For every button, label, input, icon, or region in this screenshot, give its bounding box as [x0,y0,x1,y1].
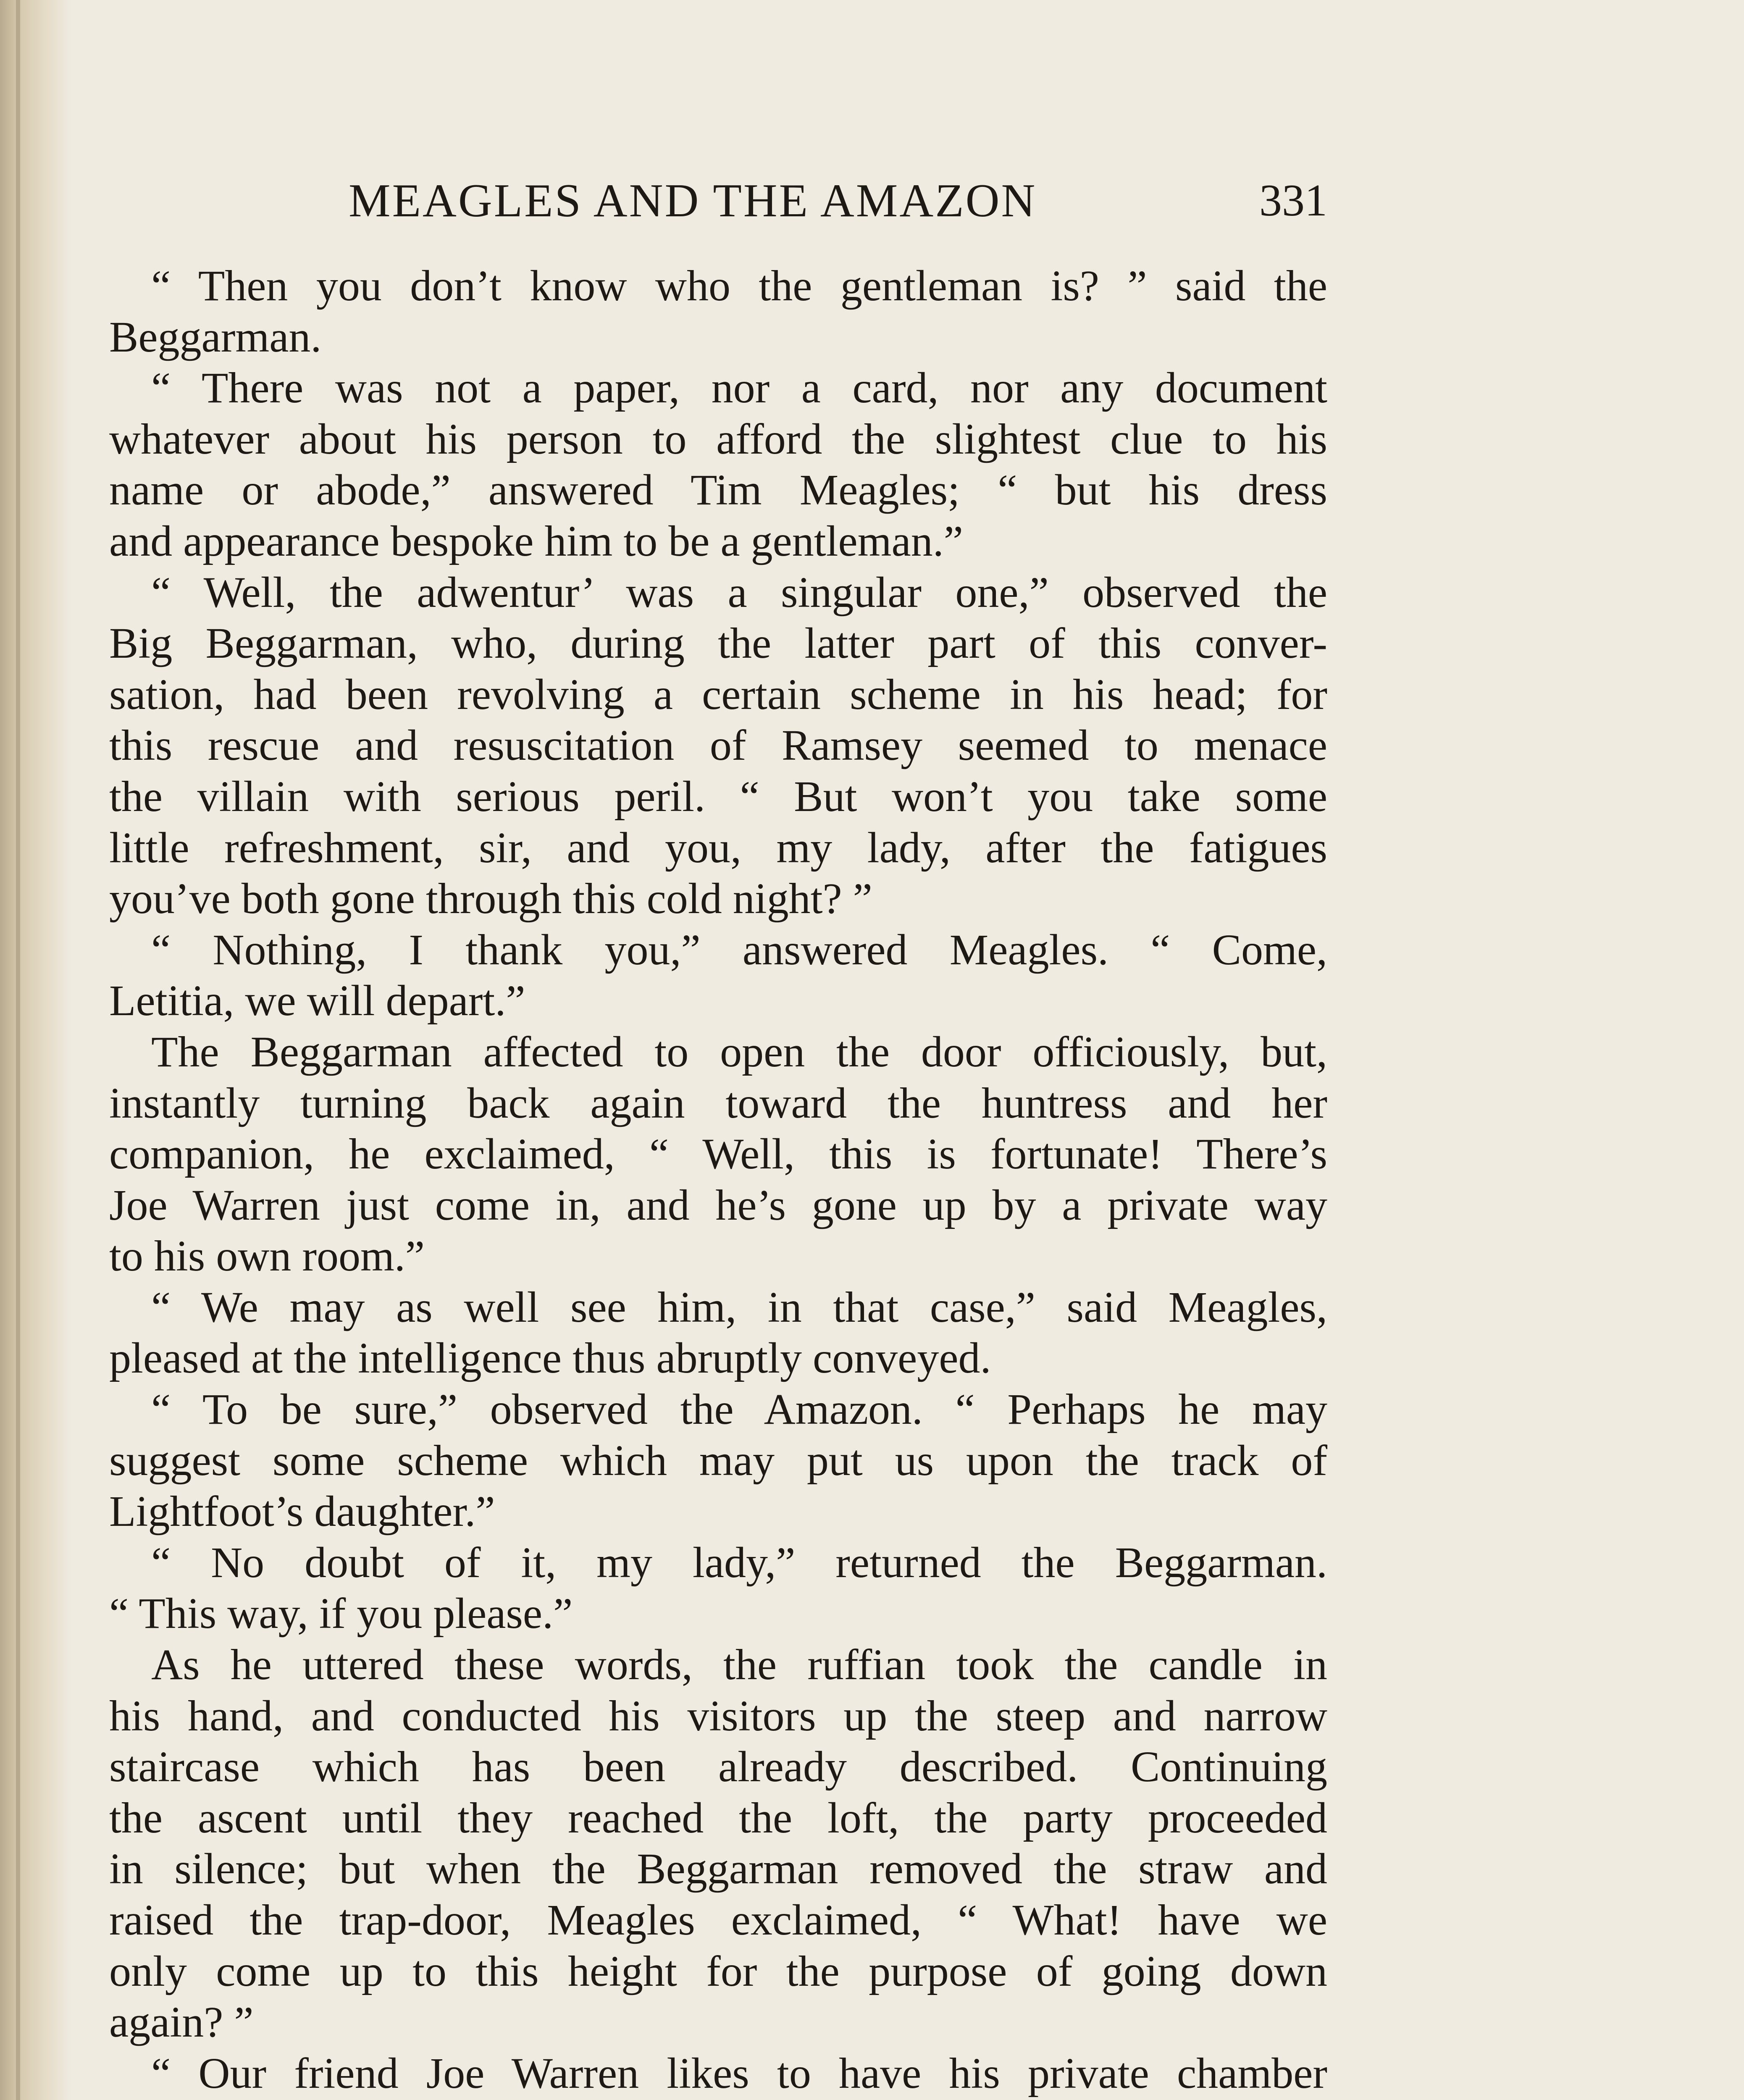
text-line: this rescue and resuscitation of Ramsey seemed to menace [109,721,1327,770]
page-number: 331 [1259,176,1327,226]
text-line: little refreshment, sir, and you, my lady, after the fatigues [109,823,1327,872]
text-line: As he uttered these words, the ruffian took the candle in [151,1641,1327,1689]
text-line: Beggarman. [109,312,322,361]
text-line: “ There was not a paper, nor a card, nor any document [151,364,1327,412]
text-line: pleased at the intelligence thus abruptly conveyed. [109,1334,991,1383]
binding-edge [16,0,20,2100]
text-line: raised the trap-door, Meagles exclaimed, “ What! have we [109,1896,1327,1944]
text-line: you’ve both gone through this cold night? ” [109,874,872,923]
text-line: in silence; but when the Beggarman removed the straw and [109,1845,1327,1893]
text-line: the villain with serious peril. “ But won’t you take some [109,772,1327,821]
text-line: only come up to this height for the purpose of going down [109,1947,1327,1995]
text-line: staircase which has been already described. Continuing [109,1743,1327,1791]
text-line: “ No doubt of it, my lady,” returned the Beggarman. [151,1538,1327,1587]
text-line: Lightfoot’s daughter.” [109,1487,495,1536]
text-line: suggest some scheme which may put us upon the track of [109,1436,1327,1485]
page-header [109,171,1327,230]
text-line: to his own room.” [109,1232,425,1281]
text-line: whatever about his person to afford the slightest clue to his [109,415,1327,463]
running-head: MEAGLES AND THE AMAZON [349,175,1037,227]
text-line: “ To be sure,” observed the Amazon. “ Perhaps he may [151,1385,1327,1434]
text-line: The Beggarman affected to open the door officiously, but, [151,1027,1327,1076]
text-line: “ Well, the adwentur’ was a singular one,” observed the [151,568,1327,617]
text-line: Joe Warren just come in, and he’s gone up by a private way [109,1181,1327,1229]
text-line: again? ” [109,1998,254,2047]
text-line: Letitia, we will depart.” [109,976,525,1025]
page-gutter-shadow [0,0,71,2100]
text-line: Big Beggarman, who, during the latter part of this conver- [109,619,1327,668]
text-line: “ Our friend Joe Warren likes to have his private chamber [151,2049,1327,2097]
text-line: his hand, and conducted his visitors up the steep and narrow [109,1691,1327,1740]
text-line: companion, he exclaimed, “ Well, this is fortunate! There’s [109,1130,1327,1179]
text-line: “ Then you don’t know who the gentleman is? ” said the [151,262,1327,310]
text-line: instantly turning back again toward the huntress and her [109,1079,1327,1127]
text-line: the ascent until they reached the loft, the party proceeded [109,1793,1327,1842]
text-line: sation, had been revolving a certain scheme in his head; for [109,670,1327,719]
text-line: “ We may as well see him, in that case,” said Meagles, [151,1283,1327,1331]
text-line: “ This way, if you please.” [109,1589,573,1638]
text-line: and appearance bespoke him to be a gentleman.” [109,517,963,565]
body-text [109,260,1327,2100]
text-line: “ Nothing, I thank you,” answered Meagles. “ Come, [151,925,1327,974]
text-line: name or abode,” answered Tim Meagles; “ but his dress [109,466,1327,514]
